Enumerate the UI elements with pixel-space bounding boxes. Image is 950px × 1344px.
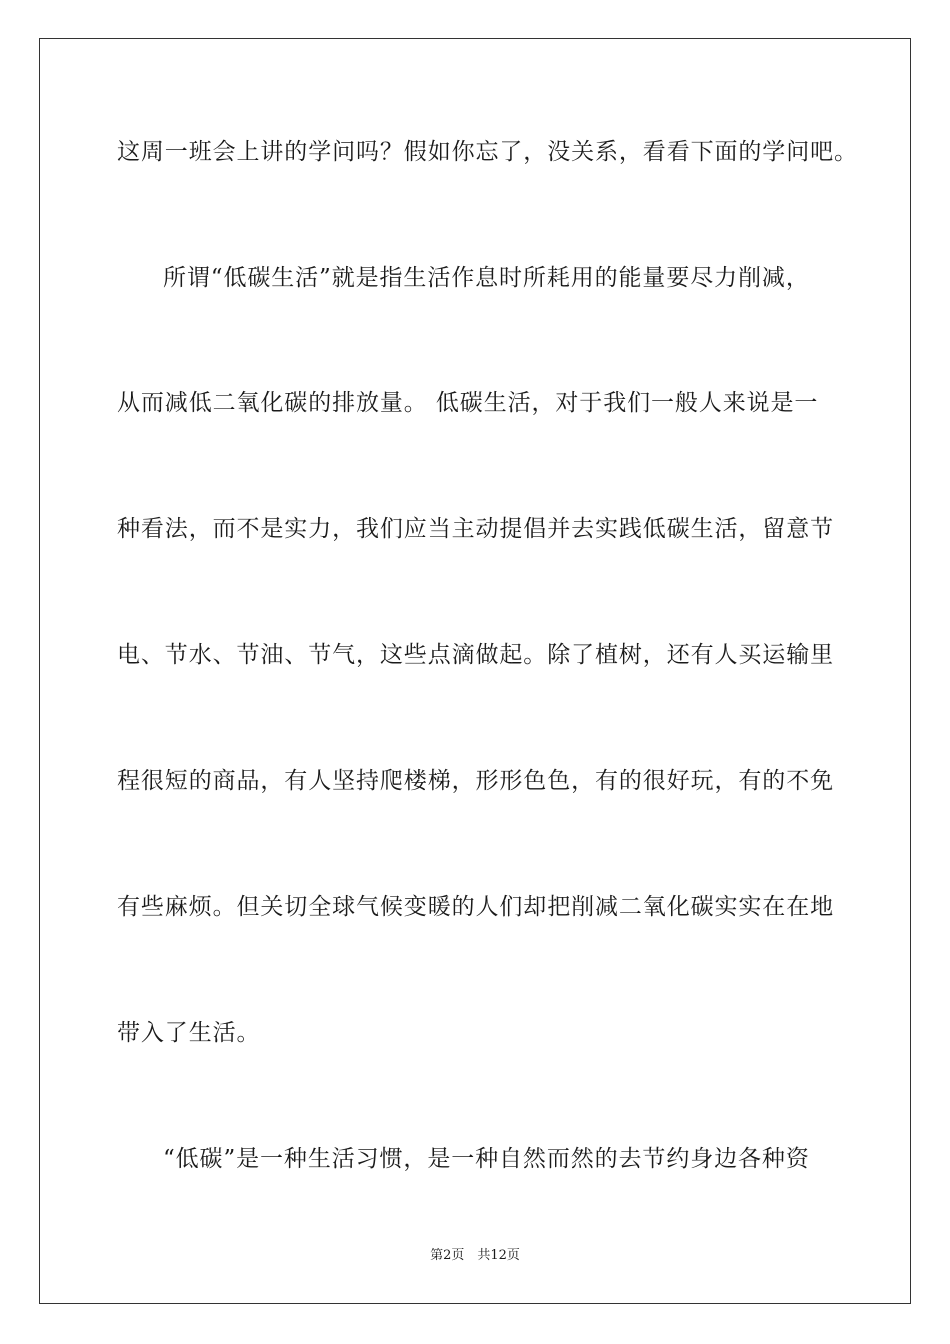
page-number-footer: 第2页 共12页 <box>430 1248 520 1263</box>
text-line-3: 从而减低二氧化碳的排放量。 低碳生活，对于我们一般人来说是一 <box>117 390 819 416</box>
text-line-7: 有些麻烦。但关切全球气候变暖的人们却把削减二氧化碳实实在在地 <box>117 894 834 920</box>
text-line-1: 这周一班会上讲的学问吗？假如你忘了，没关系，看看下面的学问吧。 <box>117 139 858 165</box>
text-line-2: 所谓“低碳生活”就是指生活作息时所耗用的能量要尽力削减， <box>163 265 810 291</box>
text-line-8: 带入了生活。 <box>117 1020 261 1046</box>
text-line-6: 程很短的商品，有人坚持爬楼梯，形形色色，有的很好玩，有的不免 <box>117 768 834 794</box>
text-line-5: 电、节水、节油、节气，这些点滴做起。除了植树，还有人买运输里 <box>117 642 834 668</box>
text-line-4: 种看法，而不是实力，我们应当主动提倡并去实践低碳生活，留意节 <box>117 516 834 542</box>
text-line-9: “低碳”是一种生活习惯，是一种自然而然的去节约身边各种资 <box>163 1146 810 1172</box>
page-border <box>39 38 911 1304</box>
